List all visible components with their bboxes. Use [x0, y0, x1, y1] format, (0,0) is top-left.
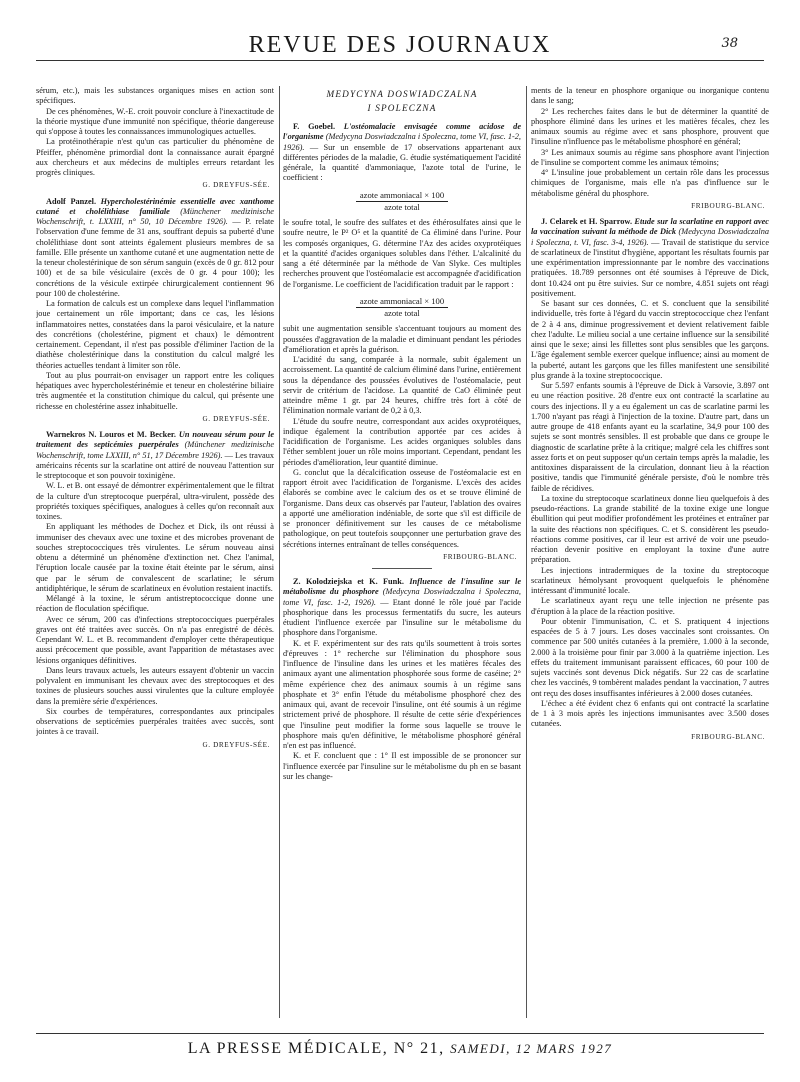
article-title: Influence de l'insuline sur le métabolisme du phosphore	[283, 577, 521, 597]
paragraph: Pour obtenir l'immunisation, C. et S. pratiquent 4 injections espacées de 5 à 7 jours. Les doses vaccinales sont croissantes. On commence par 500 unités cutanées à la première, 1.000 à la seconde, 2.000 à la troisième pour finir par 3.000 à la quatrième injection. Les effets du traitement immunisant paraissent efficaces, 60 pour 100 de sujets vaccinés sont devenus Dick négatifs. Sur 22 cas de scarlatine chez les vaccinés, 9 tombèrent malades pendant la vaccination, 7 autres ont reçu des doses insuffisantes inférieures à 2.000 doses cutanées.	[531, 616, 769, 698]
publication-name: LA PRESSE MÉDICALE,	[187, 1040, 389, 1057]
column-1	[36, 86, 274, 1018]
paragraph: subit une augmentation sensible s'accentuant toujours au moment des poussées d'aggravation de la maladie et diminuant pendant les périodes d'amélioration et après la guérison.	[283, 324, 521, 354]
signature: FRIBOURG-BLANC.	[691, 732, 765, 741]
formula	[283, 190, 521, 213]
article-title: Etude sur la scarlatine en rapport avec la vaccination suivant la méthode de Dick	[531, 217, 769, 237]
header-rule	[36, 60, 764, 61]
article-text: — Sur un ensemble de 17 observations appartenant aux différentes périodes de la maladie, G. étudie systématiquement l'acidité générale, la quantité d'ammoniaque, l'azote total de l'urine, le coefficient :	[283, 142, 521, 183]
article-text: — Les travaux américains récents sur la scarlatine ont attiré de nouveau l'attention sur le streptocoque et son pouvoir toxinigène.	[36, 450, 274, 480]
formula-numerator: azote ammoniacal × 100	[356, 296, 448, 308]
paragraph: Six courbes de températures, correspondantes aux principales observations de septicémies puerpérales traitées avec succès, sont jointes à ce travail.	[36, 706, 274, 737]
article-warnekros	[36, 430, 274, 481]
article-panzel	[36, 197, 274, 300]
footer-rule	[36, 1033, 764, 1034]
paragraph: La protéinothérapie n'est qu'un cas particulier du phénomène de Pfeiffer, phénomène primordial dont la connaissance aurait épargné aux chercheurs et aux médecins de multiples erreurs retardant les progrès cliniques.	[36, 137, 274, 177]
article-title: Un nouveau sérum pour le traitement des septicémies puerpérales	[36, 430, 274, 450]
article-source: (Münchener medizinische Wochenschrift, tome LXXIII, n° 51, 17 Décembre 1926).	[36, 440, 274, 460]
paragraph: Le scarlatineux ayant reçu une telle injection ne présente pas d'éruption à la place de la réaction positive.	[531, 596, 769, 616]
spacer	[283, 114, 521, 122]
column-divider	[279, 86, 280, 1018]
article-title: L'ostéomalacie envisagée comme acidose de l'organisme	[283, 122, 521, 142]
page-number: 38	[721, 36, 738, 51]
article-text: — Etant donné le rôle joué par l'acide phosphorique dans les processus fermentatifs du sucre, les auteurs étudient l'influence exercée par l'insuline sur le métabolisme du phosphore dans l'organisme.	[283, 597, 521, 638]
page-footer	[36, 1033, 764, 1063]
paragraph: Sur 5.597 enfants soumis à l'épreuve de Dick à Varsovie, 3.897 ont eu une réaction positive. 28 d'entre eux ont contracté la scarlatine au cours des injections. Il y a eu également un cas de scarlatine parmi les 1.700 n'ayant pas réagi à l'injection de la toxine. D'autre part, dans un autre groupe de 418 enfants ayant eu la scarlatine, 34,9 pour 100 des sujets se sont montrés sensibles. Il est probable que dans ce groupe le diagnostic de scarlatine prête à la critique; malgré cela les chiffres sont assez forts et on peut supposer qu'un certain temps après la maladie, les antitoxines disparaissent de la circulation, donnant lieu à la réaction positive, tandis que l'immunité générale persiste, d'où le nombre très faible de récidives.	[531, 381, 769, 493]
paragraph: La toxine du streptocoque scarlatineux donne lieu quelquefois à des pseudo-réactions. La grande stabilité de la toxine exige une longue ébullition qui peut modifier profondément les protéines et entraîner par la suite des réactions non spécifiques. C. et S. considèrent les pseudo-réactions comme positives, car il leur est arrivé de voir une pseudo-réaction devenir positive en employant la toxine d'une autre préparation.	[531, 493, 769, 565]
separator-rule	[372, 568, 432, 569]
article-author: F. Goebel.	[293, 122, 336, 131]
paragraph: sérum, etc.), mais les substances organiques mises en action sont spécifiques.	[36, 86, 274, 106]
paragraph: Avec ce sérum, 200 cas d'infections streptococciques puerpérales graves ont été traitées avec succès. On n'a pas enregistré de décès. Cependant W. L. et B. recommandent d'employer cette thérapeutique aussi précocement que possible, avant l'apparition de métastases avec lésions organiques définitives.	[36, 614, 274, 665]
article-source: (Medycyna Doswiadczalna i Spoleczna, tome VI, fasc. 1-2, 1926).	[283, 587, 521, 607]
article-author: Warnekros N. Louros et M. Becker.	[46, 430, 176, 439]
article-columns	[36, 86, 769, 1018]
paragraph: En appliquant les méthodes de Dochez et Dick, ils ont réussi à immuniser des chevaux avec une toxine et des microbes provenant de souches streptococciques très virulentes. Le sérum nouveau ainsi obtenu a déterminé un phénomène d'extinction net. Chez l'animal, l'éruption locale causée par la toxine était éteinte par le sérum, ainsi que par le sérum de convalescent de scarlatine; le sérum antidiphtérique, le sérum de scarlatineux en évolution restaient inactifs.	[36, 522, 274, 593]
paragraph: Tout au plus pourrait-on envisager un rapport entre les coliques hépatiques avec hypercholestérinémie et teneur en cholestérine biliaire très augmentée et la constitution chimique du calcul, qui présente une richesse en cholestérine assez inhabituelle.	[36, 370, 274, 411]
article-celarek	[531, 217, 769, 299]
issue-number: N° 21,	[393, 1040, 445, 1057]
column-divider	[526, 86, 527, 1018]
paragraph: le soufre total, le soufre des sulfates et des éthérosulfates ainsi que le soufre neutre, le P² O⁵ et la quantité de Ca éliminé dans l'urine. Pour les composés organiques, G. détermine l'Az des acides oxyprotéiques et la quantité d'acides organiques solubles dans l'éther. L'alcalinité du sang a été déterminée par la méthode de Van Slyke. Ces multiples recherches prouvent que l'ostéomalacie est accompagnée d'acidification de l'organisme. Le coefficient de l'acidification traduit par le rapport :	[283, 218, 521, 289]
paragraph: Mélangé à la toxine, le sérum antistreptococcique donne une réaction de floculation spécifique.	[36, 594, 274, 614]
formula-denominator: azote total	[384, 201, 420, 212]
header-title: REVUE DES JOURNAUX	[248, 32, 552, 58]
article-author: J. Celarek et H. Sparrow.	[541, 217, 633, 226]
section-title: MEDYCYNA DOSWIADCZALNA	[326, 89, 478, 99]
formula	[283, 296, 521, 319]
paragraph: 3° Les animaux soumis au régime sans phosphore avant l'injection de l'insuline se comportent comme les animaux témoins;	[531, 147, 769, 167]
paragraph: K. et F. expérimentent sur des rats qu'ils soumettent à trois sortes d'épreuves : 1° recherche sur l'élimination du phosphore sous l'influence de l'insuline dans les urines et les matières fécales des animaux ayant une alimentation phosphorée sous forme de caséine; 2° même expérience chez des animaux soumis à un régime sans phosphate et 3° enfin l'étude du métabolisme phosphoré chez des animaux qui, avant de recevoir l'insuline, ont été soumis à un régime strictement privé de phosphore. Il résulte de cette série d'expériences que l'insuline peut modifier la forme sous laquelle se trouve le phosphore mais qu'en définitive, le métabolisme phosphoré général n'en est pas influencé.	[283, 638, 521, 750]
article-source: (Münchener medizinische Wochenschrift, t. LXXIII, n° 50, 10 Décembre 1926).	[36, 206, 274, 226]
signature: FRIBOURG-BLANC.	[691, 201, 765, 210]
paragraph: Dans leurs travaux actuels, les auteurs essayent d'obtenir un vaccin polyvalent en immunisant les chevaux avec des streptocoques et des toxines de plusieurs souches aussi virulentes que la culture employée dans la première série d'expériences.	[36, 665, 274, 706]
paragraph: 2° Les recherches faites dans le but de déterminer la quantité de phosphore éliminé dans les urines et les matières fécales, chez les animaux soumis au régime avec et sans phosphore, prouvent que l'insuline n'influence pas le métabolisme phosphoré en général;	[531, 106, 769, 147]
paragraph: G. conclut que la décalcification osseuse de l'ostéomalacie est en rapport étroit avec l'acidification de l'organisme. L'excès des acides élaborés se combine avec le calcium des os et se trouve éliminé de l'organisme. Dans deux cas observés par l'auteur, l'ablation des ovaires a apporté une amélioration indéniable, de sorte que s'il est difficile de se prononcer définitivement sur les causes de ce métabolisme pathologique, on peut toutefois soupçonner une perturbation grave des sécrétions internes entraînant de telles conséquences.	[283, 467, 521, 549]
signature: G. DREYFUS-SÉE.	[202, 414, 270, 423]
paragraph: La formation de calculs est un complexe dans lequel l'inflammation joue certainement un rôle important; dans ce cas, les lésions inflammatoires nettes, constatées dans la paroi vésiculaire, et la nature des concrétions (cholestérine, pigment et chaux) le démontrent certainement. Cependant, il n'est pas possible d'éliminer l'action de la diathèse cholestérinique dans la constitution du calcul malgré les théories actuelles tendant à limiter son rôle.	[36, 299, 274, 370]
column-3	[531, 86, 769, 1018]
paragraph: 4° L'insuline joue probablement un certain rôle dans les processus chimiques de l'organisme, mais elle n'a pas d'influence sur le métabolisme général du phosphore.	[531, 168, 769, 198]
paragraph: L'étude du soufre neutre, correspondant aux acides oxyprotéiques, indique également la contribution apportée par ces acides à l'acidification de l'organisme. Les acides organiques solubles dans l'éther semblent jouer un rôle moins important. Cependant, pendant les périodes d'amélioration, leur quantité diminue.	[283, 416, 521, 467]
paragraph: ments de la teneur en phosphore organique ou inorganique contenu dans le sang;	[531, 86, 769, 106]
paragraph: De ces phénomènes, W.-E. croit pouvoir conclure à l'inexactitude de la théorie mystique d'une immunité non spécifique, théorie dangereuse qui s'oppose à toutes les connaissances immunologiques actuelles.	[36, 106, 274, 136]
footer-line	[36, 1040, 764, 1058]
page-header	[0, 0, 800, 62]
article-source: (Medycyna Doswiadczalna i Spoleczna, tome VI, fasc. 1-2, 1926).	[283, 132, 521, 152]
paragraph: K. et F. concluent que : 1° Il est impossible de se prononcer sur l'influence exercée par l'insuline sur le métabolisme du p⁠h en se basant sur les change-	[283, 751, 521, 781]
column-2	[283, 86, 521, 1018]
article-text: — P. relate l'observation d'une femme de 31 ans, souffrant depuis sa puberté d'une cholélithiase dont sont atteints également plusieurs membres de sa famille. Elle présente un xanthome cutané et une augmentation nette de la teneur cholestérinique de son sérum sanguin (excès de 0 gr. 812 pour 100) et de sa bile vésiculaire (excès de 0 gr. 4 pour 100); les concrétions de la vésicule extirpée chirurgicalement contiennent 96 pour 100 de cholestérine.	[36, 217, 274, 298]
article-text: — Travail de statistique du service de scarlatineux de l'institut d'hygiène, apportant les résultats fournis par une expérimentation impressionnante par le nombre des vaccinations pratiquées. 18.789 personnes ont été soumises à l'épreuve de Dick, dont 10.424 ont pu être suivies. Sur ce nombre, 4.851 sujets ont réagi positivement.	[531, 237, 769, 298]
issue-date: SAMEDI, 12 MARS 1927	[450, 1041, 613, 1056]
formula-numerator: azote ammoniacal × 100	[356, 190, 448, 202]
signature: G. DREYFUS-SÉE.	[202, 181, 270, 190]
paragraph: Se basant sur ces données, C. et S. concluent que la sensibilité individuelle, très forte à l'égard du vaccin streptococcique chez l'enfant de 2 à 4 ans, diminue progressivement et devient relativement faible chez l'adulte. Le milieu social a une certaine influence sur la sensibilité ainsi que le sexe; ainsi les fillettes sont plus sensibles que les garçons. L'âge également semble exercer quelque influence; ainsi au moment de la puberté, autant les garçons que les filles manifestent une sensibilité plus grande à la toxine streptococcique.	[531, 299, 769, 380]
signature: FRIBOURG-BLANC.	[443, 552, 517, 561]
article-goebel	[283, 122, 521, 184]
paragraph: W. L. et B. ont essayé de démontrer expérimentalement que le filtrat de la culture d'un streptocoque puerpéral, ultra-virulent, possède des propriétés toxiques spécifiques, analogues à celles qu'on reconnaît aux toxines.	[36, 481, 274, 521]
signature: G. DREYFUS-SÉE.	[202, 740, 270, 749]
formula-denominator: azote total	[384, 308, 420, 318]
article-title: Hypercholestérinémie essentielle avec xanthome cutané et cholélithiase familiale	[36, 196, 274, 216]
section-subtitle: I SPOLECZNA	[367, 103, 437, 113]
paragraph: L'échec a été évident chez 6 enfants qui ont contracté la scarlatine de 1 à 3 mois après les injections immunisantes avec 3.500 doses cutanées.	[531, 698, 769, 729]
article-source: (Medycyna Doswiadczalna i Spoleczna, t. VI, fasc. 3-4, 1926).	[531, 227, 769, 247]
paragraph: Les injections intradermiques de la toxine du streptocoque scarlatineux hémolysant provoquent quelquefois le phénomène intéressant d'immunité locale.	[531, 565, 769, 595]
article-author: Adolf Panzel.	[46, 196, 97, 206]
article-kolodziejska	[283, 577, 521, 639]
article-author: Z. Kolodziejska et K. Funk.	[293, 577, 404, 586]
paragraph: L'acidité du sang, comparée à la normale, subit également un accroissement. La quantité de calcium éliminé dans l'urine, entièrement sous la dépendance des poussées évolutives de l'ostéomalacie, peut servir de critérium de l'acidose. La quantité de CaO éliminée peut atteindre même 1 gr. par 24 heures, chiffre très fort à côté de l'élimination normale variant de 0,2 à 0,3.	[283, 355, 521, 416]
